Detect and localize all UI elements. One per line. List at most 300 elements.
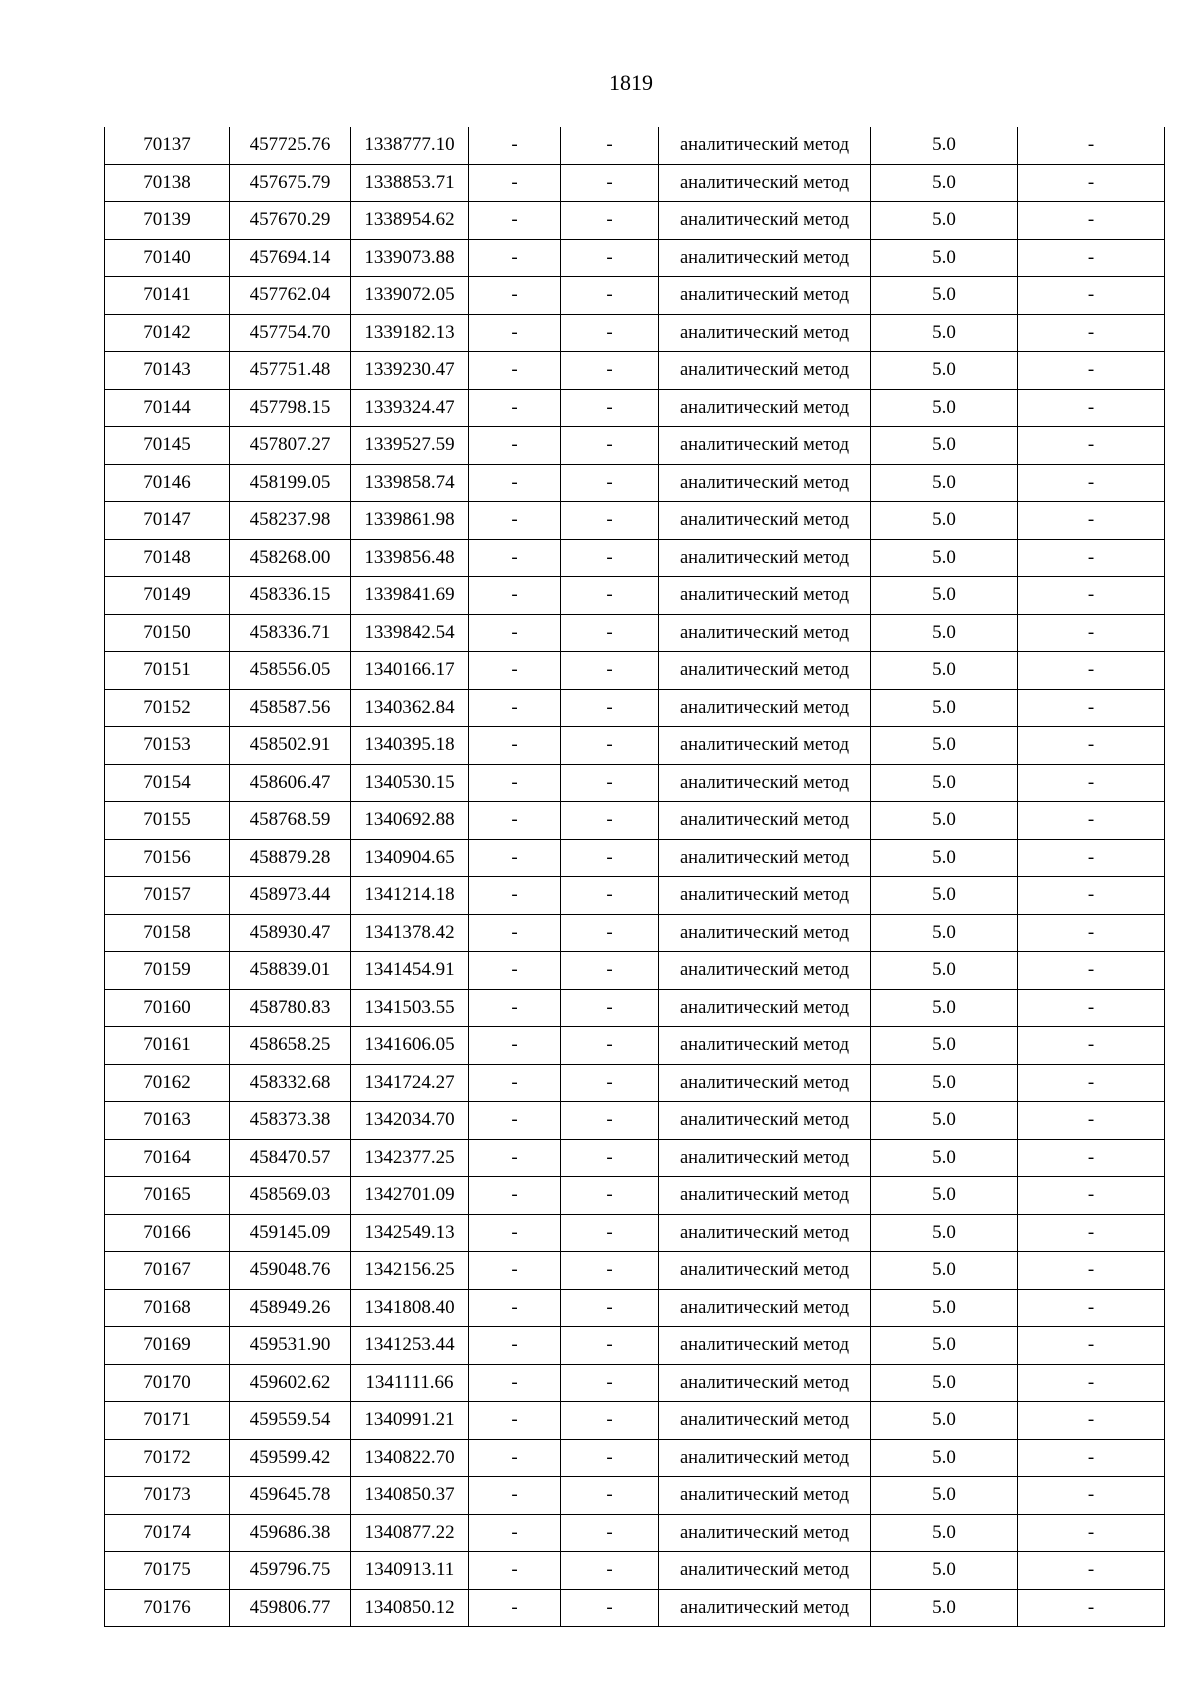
y-coordinate-cell: 1339861.98 (351, 502, 469, 540)
empty-value-cell: - (1018, 989, 1165, 1027)
empty-value-cell: - (469, 839, 561, 877)
table-row (105, 1102, 1165, 1140)
accuracy-cell: 5.0 (871, 764, 1018, 802)
point-number-cell: 70165 (105, 1177, 230, 1215)
empty-value-cell: - (561, 1102, 659, 1140)
y-coordinate-cell: 1341214.18 (351, 877, 469, 915)
y-coordinate-cell: 1341724.27 (351, 1064, 469, 1102)
method-cell: аналитический метод (659, 1177, 871, 1215)
empty-value-cell: - (561, 614, 659, 652)
table-row (105, 577, 1165, 615)
empty-value-cell: - (1018, 652, 1165, 690)
point-number-cell: 70169 (105, 1327, 230, 1365)
table-row (105, 1252, 1165, 1290)
empty-value-cell: - (469, 614, 561, 652)
accuracy-cell: 5.0 (871, 352, 1018, 390)
x-coordinate-cell: 458569.03 (230, 1177, 351, 1215)
empty-value-cell: - (469, 577, 561, 615)
table-row (105, 614, 1165, 652)
method-cell: аналитический метод (659, 577, 871, 615)
y-coordinate-cell: 1342701.09 (351, 1177, 469, 1215)
method-cell: аналитический метод (659, 1064, 871, 1102)
empty-value-cell: - (561, 1364, 659, 1402)
table-row (105, 989, 1165, 1027)
empty-value-cell: - (1018, 127, 1165, 164)
point-number-cell: 70149 (105, 577, 230, 615)
y-coordinate-cell: 1339527.59 (351, 427, 469, 465)
empty-value-cell: - (1018, 877, 1165, 915)
empty-value-cell: - (1018, 1214, 1165, 1252)
x-coordinate-cell: 457754.70 (230, 314, 351, 352)
table-body (105, 127, 1165, 1627)
point-number-cell: 70162 (105, 1064, 230, 1102)
x-coordinate-cell: 458606.47 (230, 764, 351, 802)
page-number: 1819 (609, 70, 653, 95)
empty-value-cell: - (1018, 464, 1165, 502)
accuracy-cell: 5.0 (871, 1589, 1018, 1627)
empty-value-cell: - (1018, 1402, 1165, 1440)
point-number-cell: 70141 (105, 277, 230, 315)
point-number-cell: 70173 (105, 1477, 230, 1515)
table-row (105, 239, 1165, 277)
empty-value-cell: - (469, 1177, 561, 1215)
x-coordinate-cell: 457807.27 (230, 427, 351, 465)
y-coordinate-cell: 1342156.25 (351, 1252, 469, 1290)
method-cell: аналитический метод (659, 1552, 871, 1590)
empty-value-cell: - (1018, 1552, 1165, 1590)
table-row (105, 877, 1165, 915)
x-coordinate-cell: 458373.38 (230, 1102, 351, 1140)
empty-value-cell: - (469, 1514, 561, 1552)
method-cell: аналитический метод (659, 839, 871, 877)
y-coordinate-cell: 1340877.22 (351, 1514, 469, 1552)
empty-value-cell: - (561, 1177, 659, 1215)
table-row (105, 464, 1165, 502)
x-coordinate-cell: 458336.15 (230, 577, 351, 615)
empty-value-cell: - (561, 989, 659, 1027)
empty-value-cell: - (1018, 1289, 1165, 1327)
table-row (105, 802, 1165, 840)
empty-value-cell: - (469, 1102, 561, 1140)
empty-value-cell: - (1018, 1064, 1165, 1102)
point-number-cell: 70140 (105, 239, 230, 277)
empty-value-cell: - (1018, 164, 1165, 202)
point-number-cell: 70163 (105, 1102, 230, 1140)
empty-value-cell: - (469, 127, 561, 164)
y-coordinate-cell: 1339842.54 (351, 614, 469, 652)
empty-value-cell: - (469, 1027, 561, 1065)
point-number-cell: 70164 (105, 1139, 230, 1177)
table-row (105, 1552, 1165, 1590)
empty-value-cell: - (469, 389, 561, 427)
x-coordinate-cell: 459599.42 (230, 1439, 351, 1477)
table-row (105, 1589, 1165, 1627)
y-coordinate-cell: 1340850.37 (351, 1477, 469, 1515)
x-coordinate-cell: 458556.05 (230, 652, 351, 690)
empty-value-cell: - (1018, 839, 1165, 877)
accuracy-cell: 5.0 (871, 1102, 1018, 1140)
accuracy-cell: 5.0 (871, 1364, 1018, 1402)
empty-value-cell: - (1018, 1327, 1165, 1365)
y-coordinate-cell: 1340395.18 (351, 727, 469, 765)
point-number-cell: 70148 (105, 539, 230, 577)
y-coordinate-cell: 1341503.55 (351, 989, 469, 1027)
x-coordinate-cell: 459686.38 (230, 1514, 351, 1552)
method-cell: аналитический метод (659, 652, 871, 690)
table-row (105, 1327, 1165, 1365)
empty-value-cell: - (1018, 539, 1165, 577)
point-number-cell: 70171 (105, 1402, 230, 1440)
x-coordinate-cell: 458780.83 (230, 989, 351, 1027)
table-row (105, 652, 1165, 690)
y-coordinate-cell: 1340822.70 (351, 1439, 469, 1477)
table-row (105, 1402, 1165, 1440)
point-number-cell: 70137 (105, 127, 230, 164)
table-row (105, 164, 1165, 202)
accuracy-cell: 5.0 (871, 277, 1018, 315)
accuracy-cell: 5.0 (871, 914, 1018, 952)
empty-value-cell: - (1018, 1139, 1165, 1177)
empty-value-cell: - (561, 577, 659, 615)
y-coordinate-cell: 1340362.84 (351, 689, 469, 727)
table-row (105, 1439, 1165, 1477)
empty-value-cell: - (561, 1514, 659, 1552)
point-number-cell: 70158 (105, 914, 230, 952)
empty-value-cell: - (1018, 1477, 1165, 1515)
method-cell: аналитический метод (659, 1402, 871, 1440)
method-cell: аналитический метод (659, 1252, 871, 1290)
y-coordinate-cell: 1339856.48 (351, 539, 469, 577)
table-row (105, 389, 1165, 427)
accuracy-cell: 5.0 (871, 802, 1018, 840)
y-coordinate-cell: 1339073.88 (351, 239, 469, 277)
table-row (105, 202, 1165, 240)
empty-value-cell: - (469, 1552, 561, 1590)
table-row (105, 689, 1165, 727)
point-number-cell: 70138 (105, 164, 230, 202)
x-coordinate-cell: 457675.79 (230, 164, 351, 202)
method-cell: аналитический метод (659, 1514, 871, 1552)
point-number-cell: 70144 (105, 389, 230, 427)
point-number-cell: 70153 (105, 727, 230, 765)
empty-value-cell: - (1018, 277, 1165, 315)
x-coordinate-cell: 459531.90 (230, 1327, 351, 1365)
empty-value-cell: - (561, 1064, 659, 1102)
accuracy-cell: 5.0 (871, 989, 1018, 1027)
method-cell: аналитический метод (659, 427, 871, 465)
table-row (105, 764, 1165, 802)
empty-value-cell: - (469, 164, 561, 202)
table-row (105, 1064, 1165, 1102)
point-number-cell: 70160 (105, 989, 230, 1027)
x-coordinate-cell: 457751.48 (230, 352, 351, 390)
method-cell: аналитический метод (659, 502, 871, 540)
empty-value-cell: - (561, 164, 659, 202)
empty-value-cell: - (561, 202, 659, 240)
empty-value-cell: - (469, 239, 561, 277)
empty-value-cell: - (1018, 1027, 1165, 1065)
point-number-cell: 70167 (105, 1252, 230, 1290)
empty-value-cell: - (469, 727, 561, 765)
table-row (105, 1289, 1165, 1327)
accuracy-cell: 5.0 (871, 1252, 1018, 1290)
y-coordinate-cell: 1340166.17 (351, 652, 469, 690)
empty-value-cell: - (469, 464, 561, 502)
x-coordinate-cell: 458768.59 (230, 802, 351, 840)
empty-value-cell: - (561, 802, 659, 840)
empty-value-cell: - (561, 764, 659, 802)
x-coordinate-cell: 458470.57 (230, 1139, 351, 1177)
method-cell: аналитический метод (659, 1214, 871, 1252)
method-cell: аналитический метод (659, 1139, 871, 1177)
empty-value-cell: - (561, 1139, 659, 1177)
empty-value-cell: - (469, 1289, 561, 1327)
y-coordinate-cell: 1342549.13 (351, 1214, 469, 1252)
empty-value-cell: - (1018, 1177, 1165, 1215)
empty-value-cell: - (469, 652, 561, 690)
empty-value-cell: - (561, 1327, 659, 1365)
accuracy-cell: 5.0 (871, 1214, 1018, 1252)
method-cell: аналитический метод (659, 802, 871, 840)
x-coordinate-cell: 459559.54 (230, 1402, 351, 1440)
accuracy-cell: 5.0 (871, 164, 1018, 202)
accuracy-cell: 5.0 (871, 577, 1018, 615)
empty-value-cell: - (561, 1214, 659, 1252)
table-row (105, 427, 1165, 465)
table-row (105, 127, 1165, 164)
method-cell: аналитический метод (659, 1289, 871, 1327)
method-cell: аналитический метод (659, 277, 871, 315)
accuracy-cell: 5.0 (871, 1027, 1018, 1065)
empty-value-cell: - (469, 1252, 561, 1290)
accuracy-cell: 5.0 (871, 1064, 1018, 1102)
empty-value-cell: - (561, 1439, 659, 1477)
table-row (105, 1364, 1165, 1402)
method-cell: аналитический метод (659, 1102, 871, 1140)
method-cell: аналитический метод (659, 1364, 871, 1402)
table-row (105, 1177, 1165, 1215)
method-cell: аналитический метод (659, 239, 871, 277)
method-cell: аналитический метод (659, 164, 871, 202)
empty-value-cell: - (561, 652, 659, 690)
point-number-cell: 70157 (105, 877, 230, 915)
empty-value-cell: - (561, 127, 659, 164)
y-coordinate-cell: 1338954.62 (351, 202, 469, 240)
empty-value-cell: - (1018, 802, 1165, 840)
table-row (105, 352, 1165, 390)
accuracy-cell: 5.0 (871, 464, 1018, 502)
table-row (105, 1477, 1165, 1515)
x-coordinate-cell: 458930.47 (230, 914, 351, 952)
x-coordinate-cell: 458949.26 (230, 1289, 351, 1327)
empty-value-cell: - (561, 1552, 659, 1590)
y-coordinate-cell: 1341606.05 (351, 1027, 469, 1065)
table-row (105, 502, 1165, 540)
empty-value-cell: - (561, 389, 659, 427)
empty-value-cell: - (1018, 1252, 1165, 1290)
empty-value-cell: - (1018, 764, 1165, 802)
point-number-cell: 70150 (105, 614, 230, 652)
x-coordinate-cell: 458587.56 (230, 689, 351, 727)
accuracy-cell: 5.0 (871, 839, 1018, 877)
method-cell: аналитический метод (659, 1027, 871, 1065)
empty-value-cell: - (1018, 689, 1165, 727)
empty-value-cell: - (469, 1064, 561, 1102)
accuracy-cell: 5.0 (871, 614, 1018, 652)
table-row (105, 1027, 1165, 1065)
x-coordinate-cell: 458973.44 (230, 877, 351, 915)
point-number-cell: 70170 (105, 1364, 230, 1402)
accuracy-cell: 5.0 (871, 1289, 1018, 1327)
point-number-cell: 70147 (105, 502, 230, 540)
empty-value-cell: - (561, 352, 659, 390)
x-coordinate-cell: 458336.71 (230, 614, 351, 652)
point-number-cell: 70152 (105, 689, 230, 727)
x-coordinate-cell: 457694.14 (230, 239, 351, 277)
empty-value-cell: - (1018, 952, 1165, 990)
point-number-cell: 70174 (105, 1514, 230, 1552)
method-cell: аналитический метод (659, 614, 871, 652)
x-coordinate-cell: 458237.98 (230, 502, 351, 540)
accuracy-cell: 5.0 (871, 202, 1018, 240)
method-cell: аналитический метод (659, 464, 871, 502)
accuracy-cell: 5.0 (871, 1552, 1018, 1590)
empty-value-cell: - (469, 202, 561, 240)
method-cell: аналитический метод (659, 952, 871, 990)
table-row (105, 277, 1165, 315)
empty-value-cell: - (561, 539, 659, 577)
table-row (105, 727, 1165, 765)
method-cell: аналитический метод (659, 1589, 871, 1627)
point-number-cell: 70155 (105, 802, 230, 840)
accuracy-cell: 5.0 (871, 389, 1018, 427)
empty-value-cell: - (561, 1477, 659, 1515)
y-coordinate-cell: 1340913.11 (351, 1552, 469, 1590)
empty-value-cell: - (561, 1289, 659, 1327)
empty-value-cell: - (469, 277, 561, 315)
point-number-cell: 70161 (105, 1027, 230, 1065)
accuracy-cell: 5.0 (871, 239, 1018, 277)
y-coordinate-cell: 1340904.65 (351, 839, 469, 877)
empty-value-cell: - (1018, 202, 1165, 240)
method-cell: аналитический метод (659, 539, 871, 577)
point-number-cell: 70168 (105, 1289, 230, 1327)
point-number-cell: 70143 (105, 352, 230, 390)
x-coordinate-cell: 459796.75 (230, 1552, 351, 1590)
accuracy-cell: 5.0 (871, 689, 1018, 727)
empty-value-cell: - (561, 502, 659, 540)
empty-value-cell: - (561, 314, 659, 352)
method-cell: аналитический метод (659, 1327, 871, 1365)
method-cell: аналитический метод (659, 202, 871, 240)
y-coordinate-cell: 1340850.12 (351, 1589, 469, 1627)
empty-value-cell: - (561, 239, 659, 277)
accuracy-cell: 5.0 (871, 952, 1018, 990)
empty-value-cell: - (561, 427, 659, 465)
table-row (105, 1514, 1165, 1552)
empty-value-cell: - (1018, 1102, 1165, 1140)
y-coordinate-cell: 1342034.70 (351, 1102, 469, 1140)
empty-value-cell: - (1018, 577, 1165, 615)
accuracy-cell: 5.0 (871, 1439, 1018, 1477)
point-number-cell: 70146 (105, 464, 230, 502)
empty-value-cell: - (469, 1139, 561, 1177)
empty-value-cell: - (561, 689, 659, 727)
method-cell: аналитический метод (659, 1477, 871, 1515)
table-row (105, 1214, 1165, 1252)
y-coordinate-cell: 1341111.66 (351, 1364, 469, 1402)
x-coordinate-cell: 459806.77 (230, 1589, 351, 1627)
point-number-cell: 70139 (105, 202, 230, 240)
accuracy-cell: 5.0 (871, 1177, 1018, 1215)
x-coordinate-cell: 458199.05 (230, 464, 351, 502)
empty-value-cell: - (469, 877, 561, 915)
empty-value-cell: - (469, 314, 561, 352)
empty-value-cell: - (561, 277, 659, 315)
empty-value-cell: - (469, 989, 561, 1027)
accuracy-cell: 5.0 (871, 727, 1018, 765)
x-coordinate-cell: 458658.25 (230, 1027, 351, 1065)
point-number-cell: 70156 (105, 839, 230, 877)
empty-value-cell: - (561, 1589, 659, 1627)
x-coordinate-cell: 459645.78 (230, 1477, 351, 1515)
method-cell: аналитический метод (659, 689, 871, 727)
x-coordinate-cell: 458839.01 (230, 952, 351, 990)
table-row (105, 839, 1165, 877)
point-number-cell: 70159 (105, 952, 230, 990)
empty-value-cell: - (561, 1402, 659, 1440)
method-cell: аналитический метод (659, 127, 871, 164)
point-number-cell: 70154 (105, 764, 230, 802)
y-coordinate-cell: 1341378.42 (351, 914, 469, 952)
empty-value-cell: - (561, 464, 659, 502)
empty-value-cell: - (1018, 239, 1165, 277)
empty-value-cell: - (469, 352, 561, 390)
point-number-cell: 70176 (105, 1589, 230, 1627)
point-number-cell: 70151 (105, 652, 230, 690)
point-number-cell: 70172 (105, 1439, 230, 1477)
method-cell: аналитический метод (659, 389, 871, 427)
x-coordinate-cell: 459048.76 (230, 1252, 351, 1290)
empty-value-cell: - (1018, 502, 1165, 540)
empty-value-cell: - (469, 1589, 561, 1627)
empty-value-cell: - (561, 1027, 659, 1065)
empty-value-cell: - (561, 914, 659, 952)
x-coordinate-cell: 457670.29 (230, 202, 351, 240)
empty-value-cell: - (1018, 352, 1165, 390)
x-coordinate-cell: 457725.76 (230, 127, 351, 164)
empty-value-cell: - (1018, 314, 1165, 352)
empty-value-cell: - (469, 1327, 561, 1365)
y-coordinate-cell: 1338777.10 (351, 127, 469, 164)
method-cell: аналитический метод (659, 1439, 871, 1477)
empty-value-cell: - (469, 1439, 561, 1477)
empty-value-cell: - (1018, 914, 1165, 952)
y-coordinate-cell: 1339841.69 (351, 577, 469, 615)
coordinates-table (104, 127, 1165, 1627)
method-cell: аналитический метод (659, 352, 871, 390)
method-cell: аналитический метод (659, 877, 871, 915)
method-cell: аналитический метод (659, 989, 871, 1027)
x-coordinate-cell: 458268.00 (230, 539, 351, 577)
y-coordinate-cell: 1339230.47 (351, 352, 469, 390)
empty-value-cell: - (469, 1477, 561, 1515)
empty-value-cell: - (561, 1252, 659, 1290)
y-coordinate-cell: 1340692.88 (351, 802, 469, 840)
table-row (105, 952, 1165, 990)
y-coordinate-cell: 1341454.91 (351, 952, 469, 990)
accuracy-cell: 5.0 (871, 427, 1018, 465)
